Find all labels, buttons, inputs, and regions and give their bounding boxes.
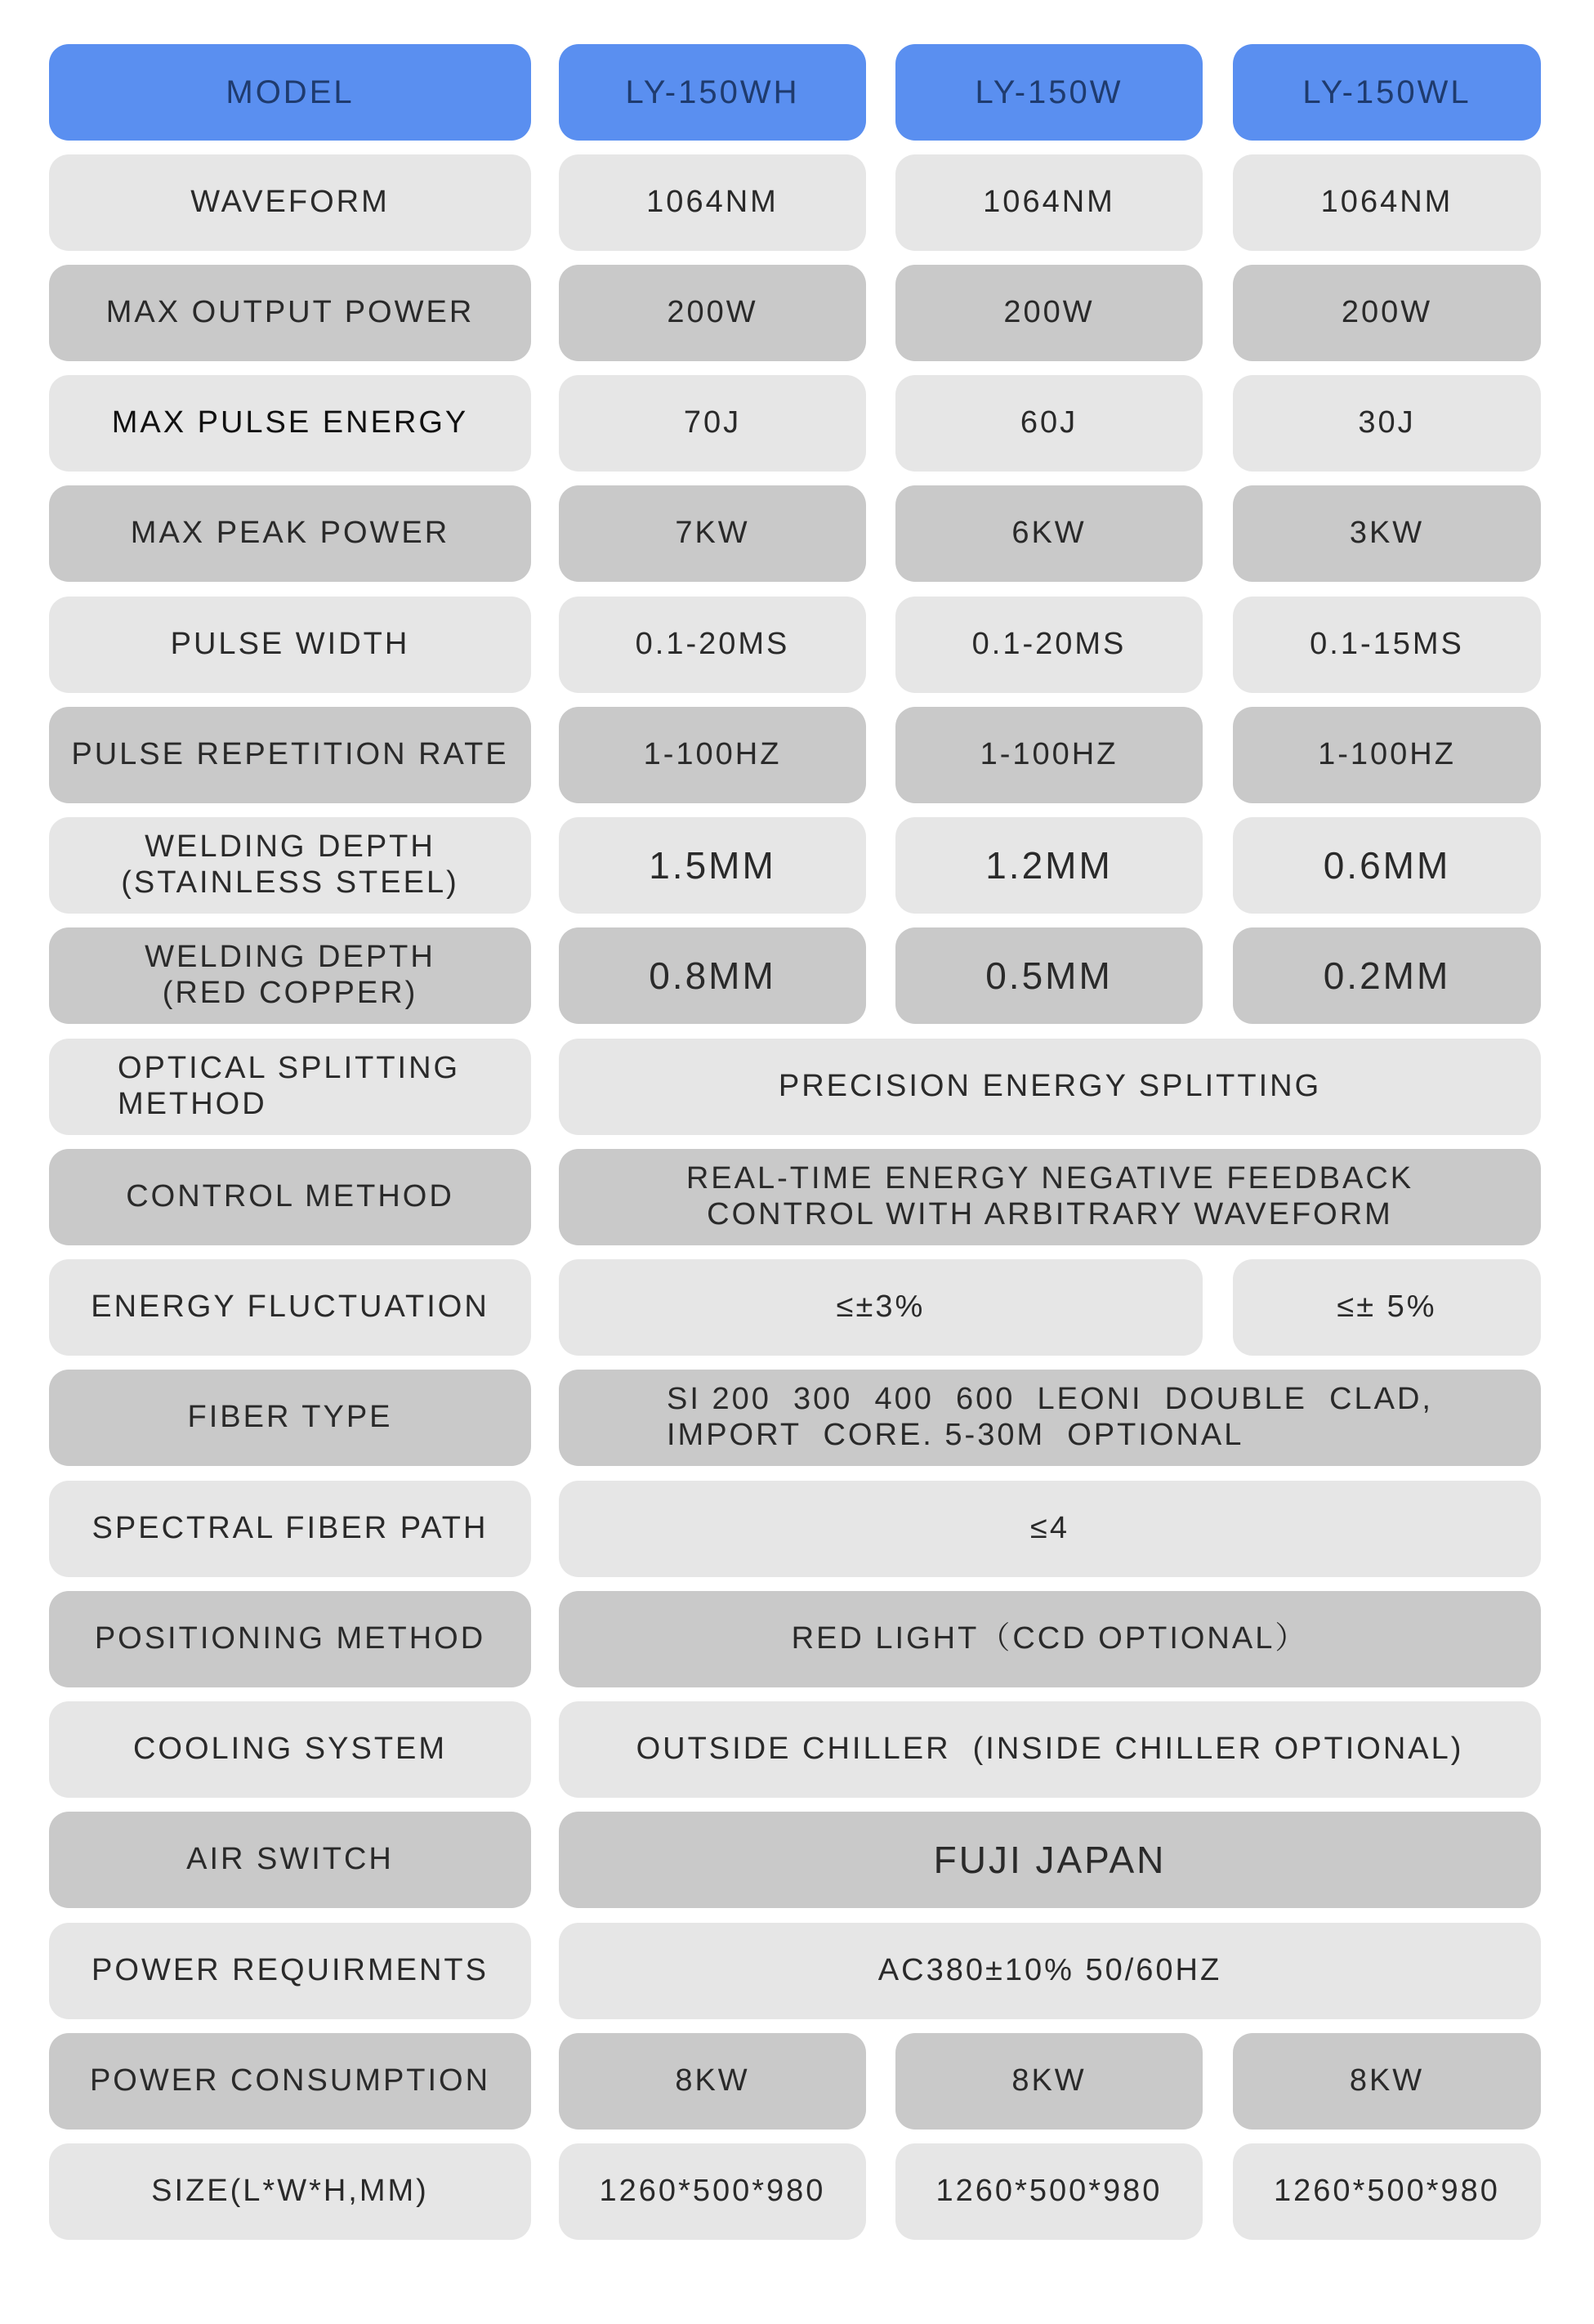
row-value: 1-100HZ	[895, 707, 1203, 803]
header-model-label: MODEL	[49, 44, 531, 141]
row-value-merged: SI 200 300 400 600 LEONI DOUBLE CLAD, IMPORT CORE. 5-30M OPTIONAL	[559, 1370, 1541, 1466]
row-value: 0.6MM	[1233, 817, 1541, 914]
row-value: 200W	[1233, 265, 1541, 361]
row-value-merged: FUJI JAPAN	[559, 1812, 1541, 1908]
row-label-welding-depth-stainless: WELDING DEPTH (STAINLESS STEEL)	[49, 817, 531, 914]
header-model-3: LY-150WL	[1233, 44, 1541, 141]
row-label-optical-splitting-method: OPTICAL SPLITTING METHOD	[49, 1039, 531, 1135]
row-value-merged: REAL-TIME ENERGY NEGATIVE FEEDBACK CONTROL WITH ARBITRARY WAVEFORM	[559, 1149, 1541, 1245]
row-value: 1260*500*980	[895, 2143, 1203, 2240]
row-value: 3KW	[1233, 485, 1541, 582]
row-label-power-requirements: POWER REQUIRMENTS	[49, 1923, 531, 2019]
row-value: 60J	[895, 375, 1203, 472]
row-value: 1064NM	[1233, 154, 1541, 251]
row-value-merged: RED LIGHT（CCD OPTIONAL）	[559, 1591, 1541, 1687]
row-value: 0.5MM	[895, 927, 1203, 1024]
row-label-pulse-width: PULSE WIDTH	[49, 597, 531, 693]
row-label-waveform: WAVEFORM	[49, 154, 531, 251]
row-label-positioning-method: POSITIONING METHOD	[49, 1591, 531, 1687]
row-value-merged: ≤±3%	[559, 1259, 1203, 1356]
row-value: 1-100HZ	[1233, 707, 1541, 803]
row-value: 0.1-20MS	[559, 597, 866, 693]
row-value-merged: ≤4	[559, 1481, 1541, 1577]
row-value-merged: PRECISION ENERGY SPLITTING	[559, 1039, 1541, 1135]
row-value: 200W	[895, 265, 1203, 361]
row-label-max-pulse-energy: MAX PULSE ENERGY	[49, 375, 531, 472]
row-value: 1-100HZ	[559, 707, 866, 803]
row-label-power-consumption: POWER CONSUMPTION	[49, 2033, 531, 2130]
row-value: 8KW	[1233, 2033, 1541, 2130]
row-value: 1.5MM	[559, 817, 866, 914]
row-value-merged: OUTSIDE CHILLER (INSIDE CHILLER OPTIONAL)	[559, 1701, 1541, 1798]
row-label-pulse-repetition-rate: PULSE REPETITION RATE	[49, 707, 531, 803]
row-value: 1064NM	[559, 154, 866, 251]
row-value: 1064NM	[895, 154, 1203, 251]
row-label-air-switch: AIR SWITCH	[49, 1812, 531, 1908]
row-value: 8KW	[895, 2033, 1203, 2130]
row-value: 8KW	[559, 2033, 866, 2130]
row-label-max-output-power: MAX OUTPUT POWER	[49, 265, 531, 361]
row-label-control-method: CONTROL METHOD	[49, 1149, 531, 1245]
row-value: 0.1-15MS	[1233, 597, 1541, 693]
row-label-max-peak-power: MAX PEAK POWER	[49, 485, 531, 582]
row-label-size: SIZE(L*W*H,MM)	[49, 2143, 531, 2240]
row-value: 0.8MM	[559, 927, 866, 1024]
row-label-energy-fluctuation: ENERGY FLUCTUATION	[49, 1259, 531, 1356]
row-value: 6KW	[895, 485, 1203, 582]
row-value: 200W	[559, 265, 866, 361]
row-label-welding-depth-red-copper: WELDING DEPTH (RED COPPER)	[49, 927, 531, 1024]
row-value: 30J	[1233, 375, 1541, 472]
row-value: 0.1-20MS	[895, 597, 1203, 693]
row-value: ≤± 5%	[1233, 1259, 1541, 1356]
row-value-merged: AC380±10% 50/60HZ	[559, 1923, 1541, 2019]
row-value: 70J	[559, 375, 866, 472]
row-label-spectral-fiber-path: SPECTRAL FIBER PATH	[49, 1481, 531, 1577]
header-model-2: LY-150W	[895, 44, 1203, 141]
row-value: 7KW	[559, 485, 866, 582]
header-model-1: LY-150WH	[559, 44, 866, 141]
row-value: 1260*500*980	[1233, 2143, 1541, 2240]
row-label-fiber-type: FIBER TYPE	[49, 1370, 531, 1466]
row-value: 1260*500*980	[559, 2143, 866, 2240]
row-label-cooling-system: COOLING SYSTEM	[49, 1701, 531, 1798]
row-value: 0.2MM	[1233, 927, 1541, 1024]
row-value: 1.2MM	[895, 817, 1203, 914]
